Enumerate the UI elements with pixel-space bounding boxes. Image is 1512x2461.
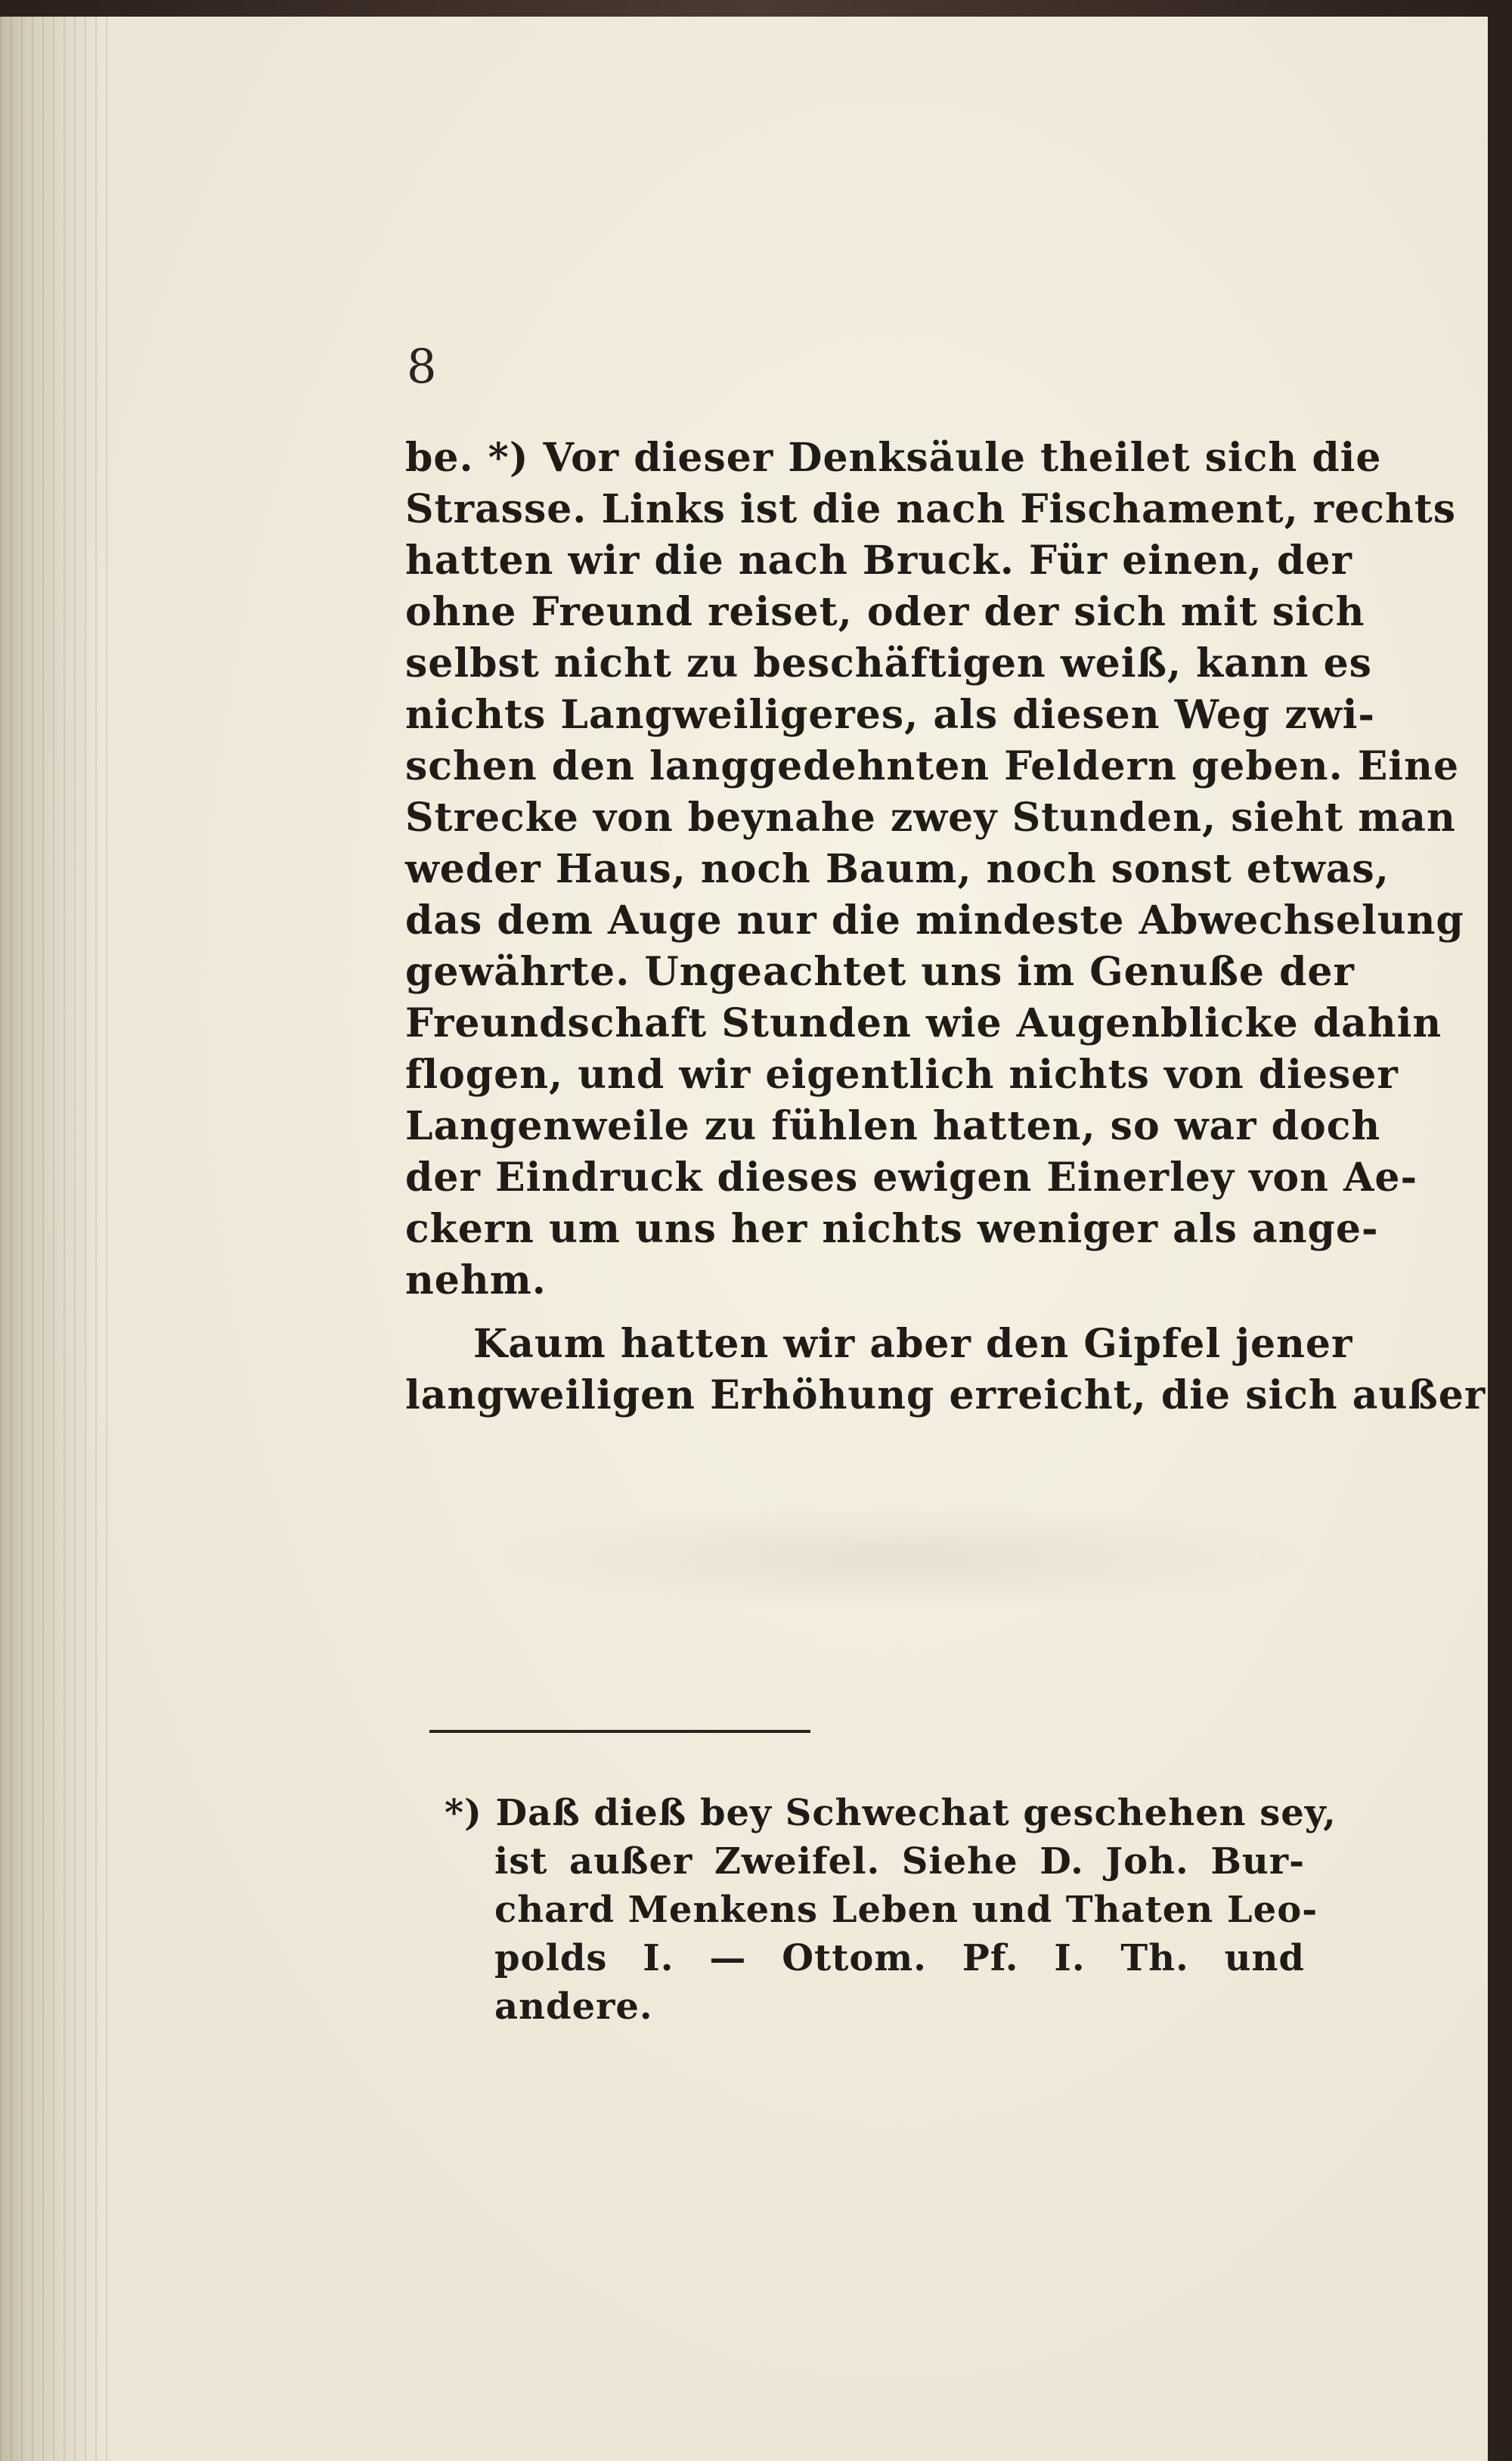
text-line: Freundschaft Stunden wie Augenblicke dahin [405,1000,1442,1046]
text-line: flogen, und wir eigentlich nichts von dieser [405,1052,1399,1098]
text-line: gewährte. Ungeachtet uns im Genuße der [405,949,1355,995]
paragraph-gap [405,1306,1318,1319]
text-line: das dem Auge nur die mindeste Abwechselung [405,897,1464,944]
ink-bleed-through [484,1505,1315,1610]
footnote-line: andere. [494,1985,653,2028]
text-line: schen den langgedehnten Feldern geben. Eine [405,743,1460,789]
footnote-line: *) Daß dieß bey Schwechat geschehen sey, [445,1792,1337,1834]
footnote-block [445,1789,1337,2031]
text-line: Strecke von beynahe zwey Stunden, sieht man [405,795,1456,841]
text-line: Strasse. Links ist die nach Fischament, rechts [405,486,1457,532]
text-line: ckern um uns her nichts weniger als ange- [405,1206,1379,1252]
footnote-line: ist außer Zweifel. Siehe D. Joh. Bur- [494,1840,1305,1883]
text-line: nichts Langweiligeres, als diesen Weg zwi- [405,692,1375,738]
text-line: nehm. [405,1257,547,1303]
text-line: der Eindruck dieses ewigen Einerley von Ae- [405,1155,1418,1201]
main-text-block [405,432,1486,1421]
text-line: langweiligen Erhöhung erreicht, die sich außer [405,1372,1486,1418]
page-number: 8 [407,339,437,394]
text-line: Langenweile zu fühlen hatten, so war doch [405,1103,1381,1149]
page-gutter [0,17,113,2461]
footnote-line: chard Menkens Leben und Thaten Leo- [494,1889,1318,1931]
text-line: weder Haus, noch Baum, noch sonst etwas, [405,846,1390,892]
text-line: ohne Freund reiset, oder der sich mit sich [405,589,1365,635]
text-line: Kaum hatten wir aber den Gipfel jener [473,1321,1353,1367]
footnote-line: polds I. — Ottom. Pf. I. Th. und [494,1937,1305,1979]
text-line: be. *) Vor dieser Denksäule theilet sich die [405,435,1382,481]
footnote-separator [429,1730,810,1733]
text-line: selbst nicht zu beschäftigen weiß, kann es [405,640,1372,687]
text-line: hatten wir die nach Bruck. Für einen, der [405,538,1352,584]
